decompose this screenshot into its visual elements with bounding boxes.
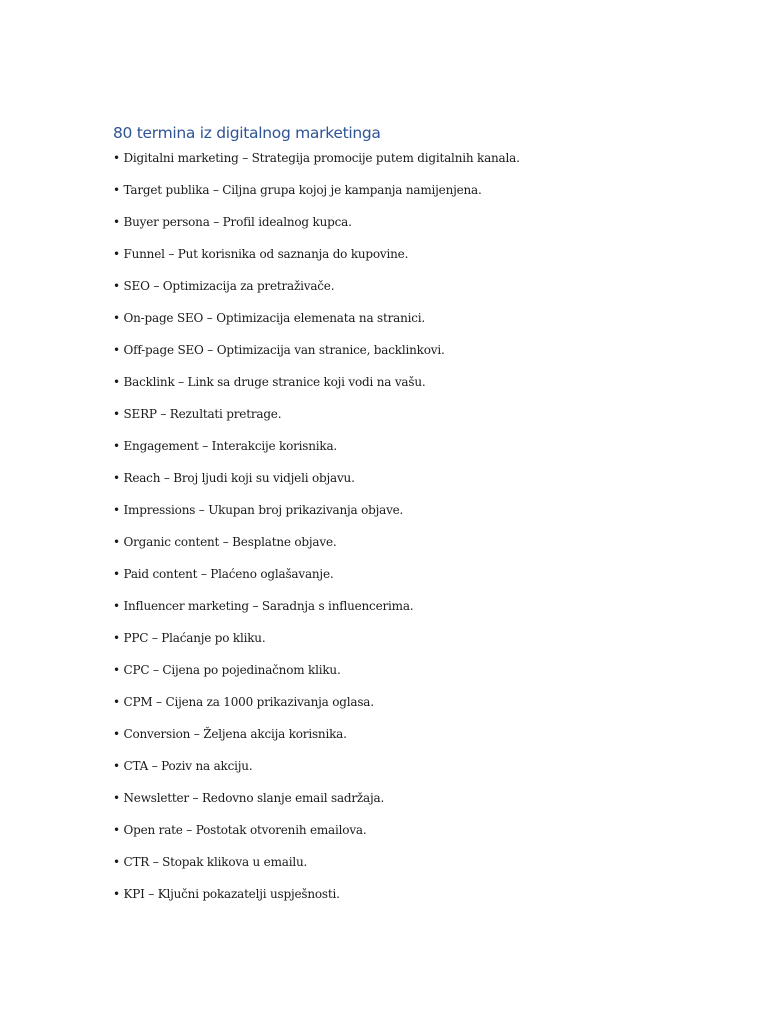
term-item: • KPI – Ključni pokazatelji uspješnosti. bbox=[113, 887, 340, 901]
term-item: • Digitalni marketing – Strategija promocije putem digitalnih kanala. bbox=[113, 151, 520, 165]
term-item: • Buyer persona – Profil idealnog kupca. bbox=[113, 215, 352, 229]
term-item: • SERP – Rezultati pretrage. bbox=[113, 407, 282, 421]
term-item: • Funnel – Put korisnika od saznanja do kupovine. bbox=[113, 247, 409, 261]
term-item: • Target publika – Ciljna grupa kojoj je kampanja namijenjena. bbox=[113, 183, 482, 197]
term-item: • Backlink – Link sa druge stranice koji vodi na vašu. bbox=[113, 375, 426, 389]
term-item: • On-page SEO – Optimizacija elemenata na stranici. bbox=[113, 311, 426, 325]
document-title: 80 termina iz digitalnog marketinga bbox=[113, 124, 381, 142]
term-item: • Organic content – Besplatne objave. bbox=[113, 535, 337, 549]
term-item: • CTR – Stopak klikova u emailu. bbox=[113, 855, 308, 869]
term-item: • Newsletter – Redovno slanje email sadržaja. bbox=[113, 791, 385, 805]
term-item: • Impressions – Ukupan broj prikazivanja objave. bbox=[113, 503, 404, 517]
term-item: • Conversion – Željena akcija korisnika. bbox=[113, 727, 347, 741]
term-item: • SEO – Optimizacija za pretraživače. bbox=[113, 279, 335, 293]
term-item: • CTA – Poziv na akciju. bbox=[113, 759, 253, 773]
term-item: • CPC – Cijena po pojedinačnom kliku. bbox=[113, 663, 341, 677]
term-item: • PPC – Plaćanje po kliku. bbox=[113, 631, 266, 645]
term-item: • Engagement – Interakcije korisnika. bbox=[113, 439, 338, 453]
term-item: • Reach – Broj ljudi koji su vidjeli objavu. bbox=[113, 471, 355, 485]
term-item: • CPM – Cijena za 1000 prikazivanja oglasa. bbox=[113, 695, 374, 709]
term-item: • Influencer marketing – Saradnja s influencerima. bbox=[113, 599, 414, 613]
term-item: • Open rate – Postotak otvorenih emailova. bbox=[113, 823, 367, 837]
term-list bbox=[113, 149, 520, 917]
term-item: • Paid content – Plaćeno oglašavanje. bbox=[113, 567, 334, 581]
term-item: • Off-page SEO – Optimizacija van stranice, backlinkovi. bbox=[113, 343, 445, 357]
